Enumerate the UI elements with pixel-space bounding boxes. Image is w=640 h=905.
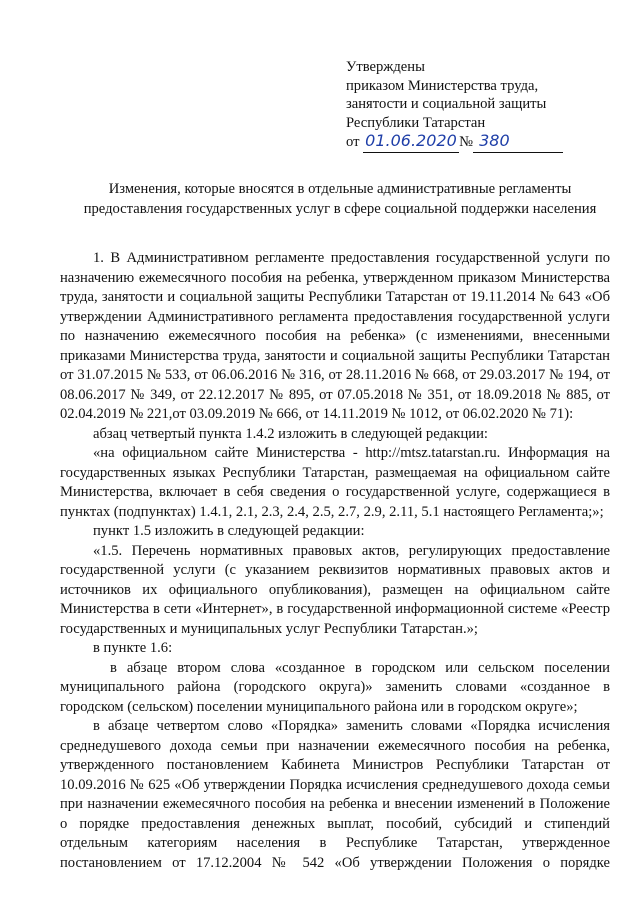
approval-line-ministry: занятости и социальной защиты (346, 96, 547, 113)
paragraph-fourth-abzac: в абзаце четвертом слово «Порядка» заменить словами «Порядка исчисления среднедушевого дохода семьи при назначении ежемесячного пособия на ребенка, утвержденного постановлением Кабинета Министров Республики Татарстан от 10.09.2016 № 625 «Об утверждении Порядка исчисления среднедушевого дохода семьи при назначении ежемесячного пособия на ребенка и внесении изменений в Положение о порядке предоставления денежных выплат, пособий, субсидий и стипендий отдельным категориям населения в Республике Татарстан, утвержденное постановлением от 17.12.2004 № 542 «Об утверждении Положения о порядке (60, 718, 610, 871)
order-date-handwritten: 01.06.2020 (365, 131, 457, 151)
order-number-field (473, 132, 563, 153)
paragraph-item-1: 1. В Административном регламенте предоставления государственной услуги по назначению ежемесячного пособия на ребенка, утвержденном приказом Министерства труда, занятости и социальной защиты Республики Татарстан от 19.11.2014 № 643 «Об утверждении Административного регламента предоставления государственной услуги по назначению ежемесячного пособия на ребенка» (с изменениями, внесенными приказами Министерства труда, занятости и социальной защиты Республики Татарстан от 31.07.2015 № 533, от 06.06.2016 № 316, от 28.11.2016 № 668, от 29.03.2017 № 194, от 08.06.2017 № 349, от 22.12.2017 № 895, от 07.05.2018 № 351, от 18.09.2018 № 885, от 02.04.2019 № 221,от 03.09.2019 № 666, от 14.11.2019 № 1012, от 06.02.2020 № 71): (60, 250, 610, 422)
paragraph-clause-1-6: в пункте 1.6: (93, 640, 173, 656)
document-body (60, 249, 610, 893)
paragraph-clause-1-5: пункт 1.5 изложить в следующей редакции: (93, 523, 365, 539)
document-title: Изменения, которые вносятся в отдельные административные регламенты предоставления государственных услуг в сфере социальной поддержки населения (83, 181, 597, 217)
approval-line-order: приказом Министерства труда, (346, 77, 539, 94)
paragraph-quote-1-5: «1.5. Перечень нормативных правовых актов, регулирующих предоставление государственной услуги (с указанием реквизитов нормативных правовых актов и источников их официального опубликования), размещен на официальном сайте Министерства в сети «Интернет», в государственной информационной системе «Реестр государственных и муниципальных услуг Республики Татарстан.»; (60, 542, 610, 637)
order-date-field (363, 132, 459, 153)
order-number-handwritten: 380 (479, 131, 510, 151)
paragraph-quote-website: «на официальном сайте Министерства - http://mtsz.tatarstan.ru. Информация на государственных языках Республики Татарстан, размещаемая на официальном сайте Министерства, включает в себя сведения о государственной услуге, содержащиеся в пунктах (подпунктах) 1.4.1, 2.1, 2.3, 2.4, 2.5, 2.7, 2.9, 2.11, 5.1 настоящего Регламента;»; (60, 445, 610, 520)
approval-line-approved: Утверждены (346, 59, 425, 75)
approval-line-republic: Республики Татарстан (346, 114, 486, 131)
paragraph-second-abzac: в абзаце втором слова «созданное в городском или сельском поселении муниципального района (городского округа)» заменить словами «созданное в городском (сельском) поселении муниципального района или в городском округе»; (60, 659, 610, 715)
number-sign: № (459, 134, 474, 151)
paragraph-clause-1-4-2: абзац четвертый пункта 1.4.2 изложить в следующей редакции: (93, 425, 488, 442)
date-prefix: от (346, 134, 360, 151)
approval-date-line (346, 132, 636, 153)
approval-block (346, 58, 636, 153)
